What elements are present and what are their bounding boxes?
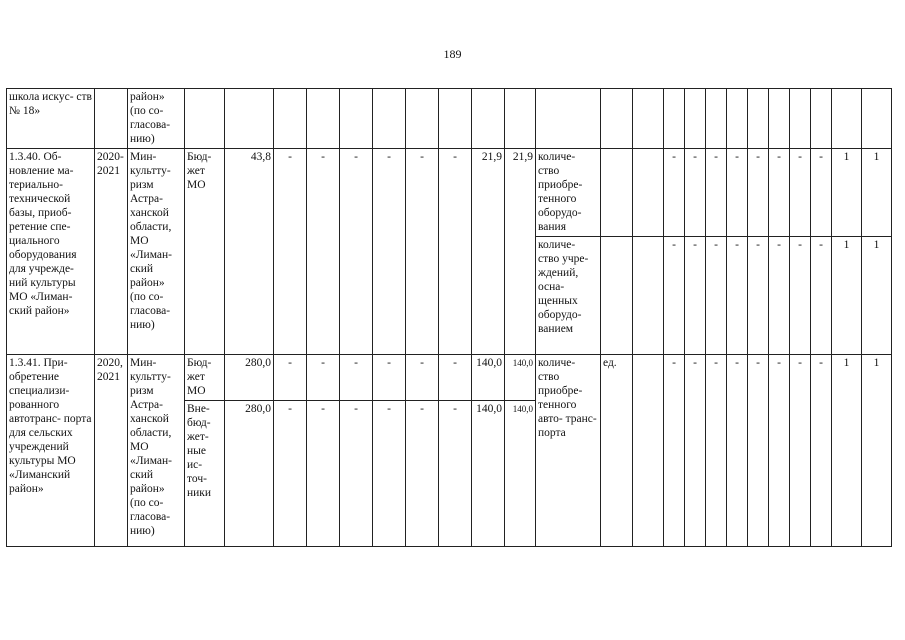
year-value-cell: - <box>307 355 340 401</box>
indicator-value-cell: - <box>769 149 790 237</box>
empty-cell <box>373 89 406 149</box>
year-value-cell: 140,0 <box>472 355 505 401</box>
indicator-value-cell: 1 <box>862 355 892 547</box>
empty-cell <box>472 89 505 149</box>
indicator-value-cell: - <box>748 149 769 237</box>
empty-cell <box>95 89 128 149</box>
empty-cell <box>811 89 832 149</box>
unit-cell <box>601 237 633 355</box>
empty-cell <box>633 149 664 237</box>
year-value-cell: 140,0 <box>472 401 505 547</box>
empty-cell <box>769 89 790 149</box>
year-value-cell: - <box>274 355 307 401</box>
year-value-cell: 140,0 <box>505 355 536 401</box>
unit-cell: ед. <box>601 355 633 547</box>
year-value-cell: - <box>340 149 373 355</box>
indicator-value-cell: - <box>790 149 811 237</box>
indicator-value-cell: - <box>811 149 832 237</box>
year-value-cell: 140,0 <box>505 401 536 547</box>
measure-name-cell: 1.3.40. Об- новление ма- териально- технической базы, приоб- ретение спе- циального оборудования для учрежде- ний культуры МО «Лиман- ский район» <box>7 149 95 355</box>
indicator-value-cell: - <box>790 237 811 355</box>
empty-cell <box>340 89 373 149</box>
year-value-cell: - <box>406 149 439 355</box>
empty-cell <box>274 89 307 149</box>
funding-source-cell: Вне- бюд- жет- ные ис- точ- ники <box>185 401 225 547</box>
page-number: 189 <box>443 47 462 61</box>
year-value-cell: - <box>307 401 340 547</box>
empty-cell <box>185 89 225 149</box>
empty-cell <box>832 89 862 149</box>
indicator-value-cell: - <box>790 355 811 547</box>
empty-cell <box>664 89 685 149</box>
year-value-cell: 21,9 <box>505 149 536 355</box>
indicator-value-cell: 1 <box>832 355 862 547</box>
empty-cell <box>439 89 472 149</box>
total-cell: 280,0 <box>225 355 274 401</box>
years-cell: 2020, 2021 <box>95 355 128 547</box>
indicator-value-cell: - <box>748 355 769 547</box>
year-value-cell: - <box>340 355 373 401</box>
year-value-cell: - <box>307 149 340 355</box>
indicator-cell: количе- ство приобре- тенного авто- транс- порта <box>536 355 601 547</box>
indicator-value-cell: - <box>811 237 832 355</box>
indicator-value-cell: - <box>727 237 748 355</box>
empty-cell <box>748 89 769 149</box>
indicator-value-cell: - <box>664 355 685 547</box>
indicator-value-cell: 1 <box>862 149 892 237</box>
indicator-value-cell: - <box>769 355 790 547</box>
program-table <box>6 88 892 547</box>
indicator-value-cell: - <box>685 149 706 237</box>
measure-name-cell: школа искус- ств № 18» <box>7 89 95 149</box>
executor-cell: Мин- культтy- ризм Астра- ханской области, МО «Лиман- ский район» (по со- гласова- нию) <box>128 355 185 547</box>
total-cell: 43,8 <box>225 149 274 355</box>
indicator-value-cell: 1 <box>832 149 862 237</box>
indicator-value-cell: - <box>664 149 685 237</box>
year-value-cell: - <box>406 401 439 547</box>
indicator-cell: количе- ство приобре- тенного оборудо- вания <box>536 149 601 237</box>
year-value-cell: - <box>274 149 307 355</box>
year-value-cell: - <box>274 401 307 547</box>
table-row <box>7 355 892 401</box>
year-value-cell: - <box>439 355 472 401</box>
years-cell: 2020- 2021 <box>95 149 128 355</box>
empty-cell <box>706 89 727 149</box>
year-value-cell: - <box>373 401 406 547</box>
empty-cell <box>790 89 811 149</box>
year-value-cell: - <box>439 401 472 547</box>
indicator-value-cell: - <box>727 355 748 547</box>
year-value-cell: 21,9 <box>472 149 505 355</box>
indicator-value-cell: - <box>727 149 748 237</box>
empty-cell <box>536 89 601 149</box>
empty-cell <box>862 89 892 149</box>
year-value-cell: - <box>439 149 472 355</box>
year-value-cell: - <box>373 149 406 355</box>
year-value-cell: - <box>406 355 439 401</box>
indicator-value-cell: - <box>769 237 790 355</box>
indicator-value-cell: - <box>685 355 706 547</box>
indicator-value-cell: - <box>811 355 832 547</box>
executor-cell: район» (по со- гласова- нию) <box>128 89 185 149</box>
empty-cell <box>225 89 274 149</box>
empty-cell <box>601 89 633 149</box>
table-row <box>7 149 892 237</box>
empty-cell <box>307 89 340 149</box>
funding-source-cell: Бюд- жет МО <box>185 355 225 401</box>
indicator-value-cell: - <box>706 237 727 355</box>
indicator-value-cell: - <box>748 237 769 355</box>
measure-name-cell: 1.3.41. При- обретение специализи- рованного автотранс- порта для сельских учреждений культуры МО «Лиманский район» <box>7 355 95 547</box>
indicator-cell: количе- ство учре- ждений, осна- щенных оборудо- ванием <box>536 237 601 355</box>
executor-cell: Мин- культту- ризм Астра- ханской области, МО «Лиман- ский район» (по со- гласова- нию) <box>128 149 185 355</box>
total-cell: 280,0 <box>225 401 274 547</box>
indicator-value-cell: - <box>706 355 727 547</box>
empty-cell <box>633 355 664 547</box>
funding-source-cell: Бюд- жет МО <box>185 149 225 355</box>
indicator-value-cell: 1 <box>862 237 892 355</box>
indicator-value-cell: 1 <box>832 237 862 355</box>
year-value-cell: - <box>340 401 373 547</box>
empty-cell <box>633 237 664 355</box>
indicator-value-cell: - <box>685 237 706 355</box>
table-row <box>7 89 892 149</box>
unit-cell <box>601 149 633 237</box>
empty-cell <box>633 89 664 149</box>
indicator-value-cell: - <box>664 237 685 355</box>
empty-cell <box>685 89 706 149</box>
empty-cell <box>727 89 748 149</box>
year-value-cell: - <box>373 355 406 401</box>
indicator-value-cell: - <box>706 149 727 237</box>
empty-cell <box>406 89 439 149</box>
empty-cell <box>505 89 536 149</box>
